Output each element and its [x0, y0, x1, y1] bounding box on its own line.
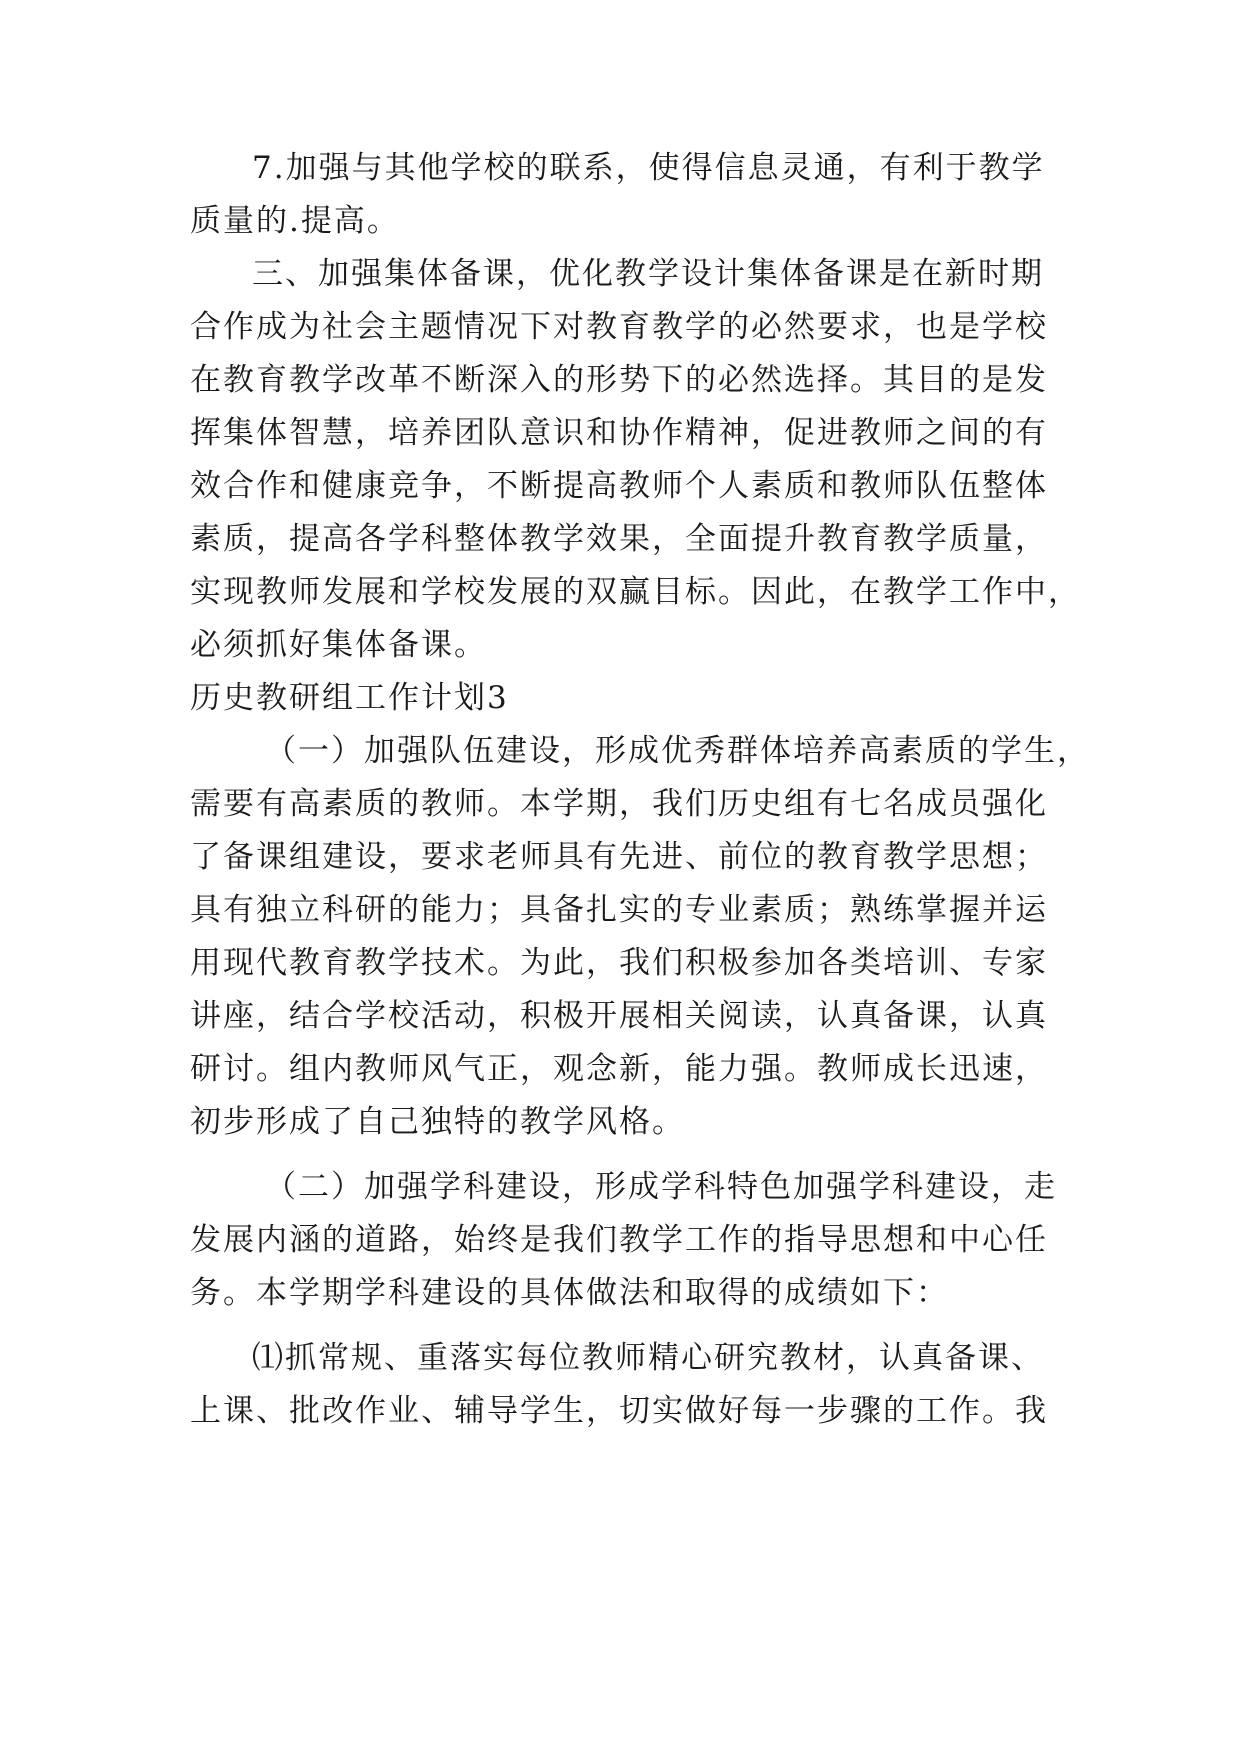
paragraph-line: （二）加强学科建设，形成学科特色加强学科建设，走	[265, 1169, 1057, 1205]
paragraph-line: 务。本学期学科建设的具体做法和取得的成绩如下：	[190, 1275, 949, 1311]
paragraph-line: 三、加强集体备课，优化教学设计集体备课是在新时期	[252, 256, 1044, 292]
paragraph-line: 实现教师发展和学校发展的双赢目标。因此，在教学工作中，	[190, 574, 1081, 610]
paragraph-line: 讲座，结合学校活动，积极开展相关阅读，认真备课，认真	[190, 998, 1048, 1034]
paragraph-line: 在教育教学改革不断深入的形势下的必然选择。其目的是发	[190, 362, 1048, 398]
paragraph-line: 发展内涵的道路，始终是我们教学工作的指导思想和中心任	[190, 1222, 1048, 1258]
paragraph-line: 用现代教育教学技术。为此，我们积极参加各类培训、专家	[190, 945, 1048, 981]
paragraph-line: 挥集体智慧，培养团队意识和协作精神，促进教师之间的有	[190, 415, 1048, 451]
paragraph-line: 7.加强与其他学校的联系，使得信息灵通，有利于教学	[252, 150, 1045, 186]
paragraph-line: 合作成为社会主题情况下对教育教学的必然要求，也是学校	[190, 309, 1048, 345]
paragraph-line: 研讨。组内教师风气正，观念新，能力强。教师成长迅速，	[190, 1051, 1048, 1087]
paragraph-line: ⑴抓常规、重落实每位教师精心研究教材，认真备课、	[252, 1340, 1044, 1376]
paragraph-line: （一）加强队伍建设，形成优秀群体培养高素质的学生，	[265, 733, 1090, 769]
paragraph-line: 具有独立科研的能力；具备扎实的专业素质；熟练掌握并运	[190, 892, 1048, 928]
paragraph-line: 初步形成了自己独特的教学风格。	[190, 1104, 685, 1140]
paragraph-line: 素质，提高各学科整体教学效果，全面提升教育教学质量，	[190, 521, 1048, 557]
paragraph-line: 需要有高素质的教师。本学期，我们历史组有七名成员强化	[190, 786, 1048, 822]
paragraph-line: 必须抓好集体备课。	[190, 627, 487, 663]
paragraph-line: 质量的.提高。	[190, 203, 400, 239]
paragraph-line: 了备课组建设，要求老师具有先进、前位的教育教学思想；	[190, 839, 1048, 875]
paragraph-line: 效合作和健康竞争，不断提高教师个人素质和教师队伍整体	[190, 468, 1048, 504]
section-heading: 历史教研组工作计划3	[190, 680, 509, 716]
paragraph-line: 上课、批改作业、辅导学生，切实做好每一步骤的工作。我	[190, 1393, 1048, 1429]
